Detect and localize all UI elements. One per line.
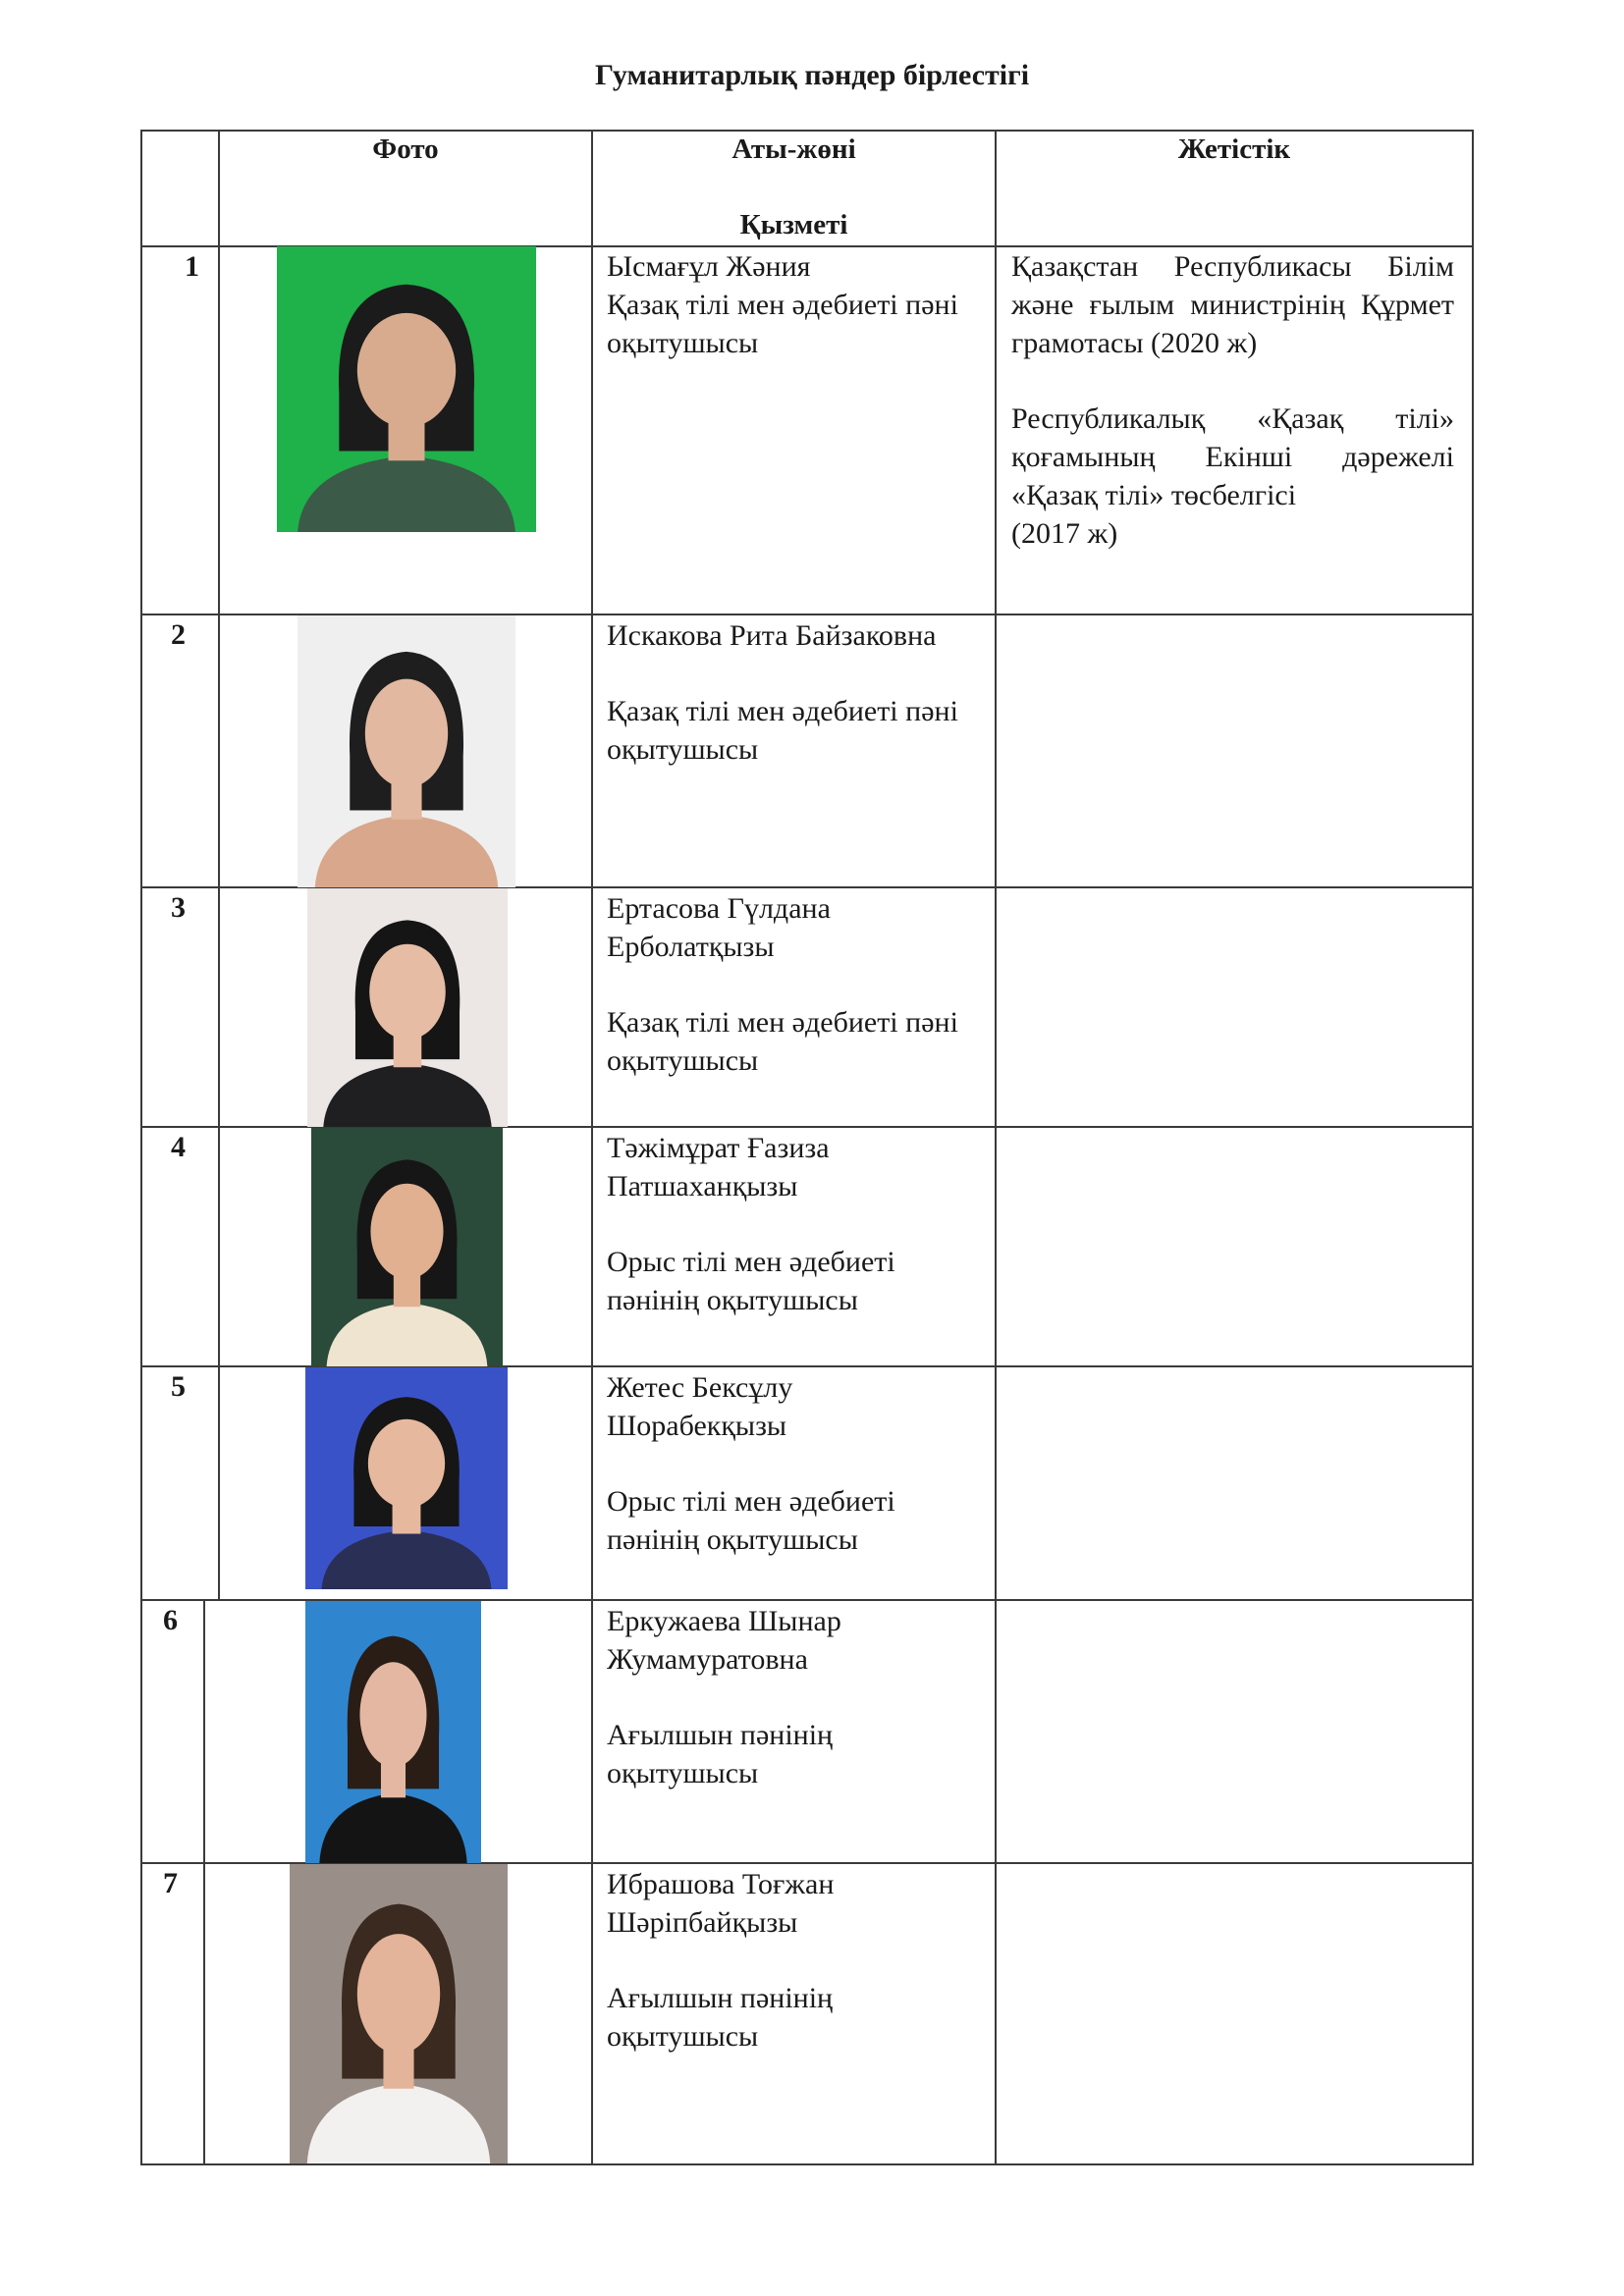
teacher-photo bbox=[305, 1367, 508, 1589]
teacher-name: Тәжімұрат Ғазиза Патшаханқызы bbox=[607, 1132, 830, 1202]
teacher-name: Ибрашова Тоғжан Шәріпбайқызы bbox=[607, 1868, 835, 1939]
table-border-left bbox=[140, 130, 142, 2165]
header-achievement: Жетістік bbox=[1177, 133, 1291, 165]
teacher-position: Ағылшын пәнінің оқытушысы bbox=[607, 1982, 834, 2053]
teacher-name: Ертасова Гүлдана Ерболатқызы bbox=[607, 892, 831, 963]
teacher-position: Ағылшын пәнінің оқытушысы bbox=[607, 1719, 834, 1789]
row-number: 3 bbox=[171, 891, 186, 924]
page-title: Гуманитарлық пәндер бірлестігі bbox=[594, 59, 1030, 91]
teacher-name: Ысмағұл Жәния bbox=[607, 250, 811, 283]
header-photo: Фото bbox=[372, 133, 439, 165]
col-divider-num-lower bbox=[203, 1599, 205, 2165]
teacher-position: Қазақ тілі мен әдебиеті пәні оқытушысы bbox=[607, 289, 958, 359]
teacher-position: Орыс тілі мен әдебиеті пәнінің оқытушысы bbox=[607, 1485, 895, 1556]
teacher-photo bbox=[305, 1601, 481, 1863]
photo-face bbox=[359, 1662, 426, 1767]
teacher-photo bbox=[290, 1864, 508, 2163]
photo-face bbox=[357, 313, 456, 427]
row-number: 5 bbox=[171, 1370, 186, 1403]
teacher-photo bbox=[298, 615, 515, 887]
teacher-name: Жетес Бексұлу Шорабекқызы bbox=[607, 1371, 793, 1442]
teacher-photo bbox=[277, 246, 536, 532]
table-border-bottom bbox=[140, 2163, 1474, 2165]
header-position: Қызметі bbox=[739, 209, 848, 240]
photo-face bbox=[357, 1934, 440, 2054]
teacher-photo bbox=[311, 1128, 503, 1366]
teacher-name: Еркужаева Шынар Жумамуратовна bbox=[607, 1605, 841, 1676]
header-name: Аты-жөні bbox=[731, 133, 856, 165]
teacher-position: Қазақ тілі мен әдебиеті пәні оқытушысы bbox=[607, 1006, 958, 1077]
col-divider-achievement bbox=[995, 130, 997, 2165]
teacher-position: Орыс тілі мен әдебиеті пәнінің оқытушысы bbox=[607, 1246, 895, 1316]
teacher-name: Искакова Рита Байзаковна bbox=[607, 619, 937, 652]
row-number: 2 bbox=[171, 618, 186, 651]
col-divider-name bbox=[591, 130, 593, 2165]
row-number: 7 bbox=[163, 1867, 178, 1899]
col-divider-num bbox=[218, 130, 220, 1601]
row-number: 4 bbox=[171, 1131, 186, 1163]
photo-face bbox=[369, 944, 446, 1040]
teacher-photo bbox=[307, 888, 508, 1127]
achievement-award: Республикалық «Қазақ тілі» қоғамының Екінші дәрежелі «Қазақ тілі» төсбелгісі (2017 ж) bbox=[1011, 402, 1454, 550]
table-border-right bbox=[1472, 130, 1474, 2165]
photo-face bbox=[370, 1184, 443, 1279]
photo-face bbox=[365, 679, 448, 788]
achievement-award: Қазақстан Республикасы Білім және ғылым министрінің Құрмет грамотасы (2020 ж) bbox=[1011, 250, 1454, 359]
row-number: 1 bbox=[185, 250, 199, 283]
row-number: 6 bbox=[163, 1604, 178, 1636]
table-border-top bbox=[140, 130, 1474, 132]
teacher-position: Қазақ тілі мен әдебиеті пәні оқытушысы bbox=[607, 695, 958, 766]
photo-face bbox=[368, 1419, 445, 1508]
